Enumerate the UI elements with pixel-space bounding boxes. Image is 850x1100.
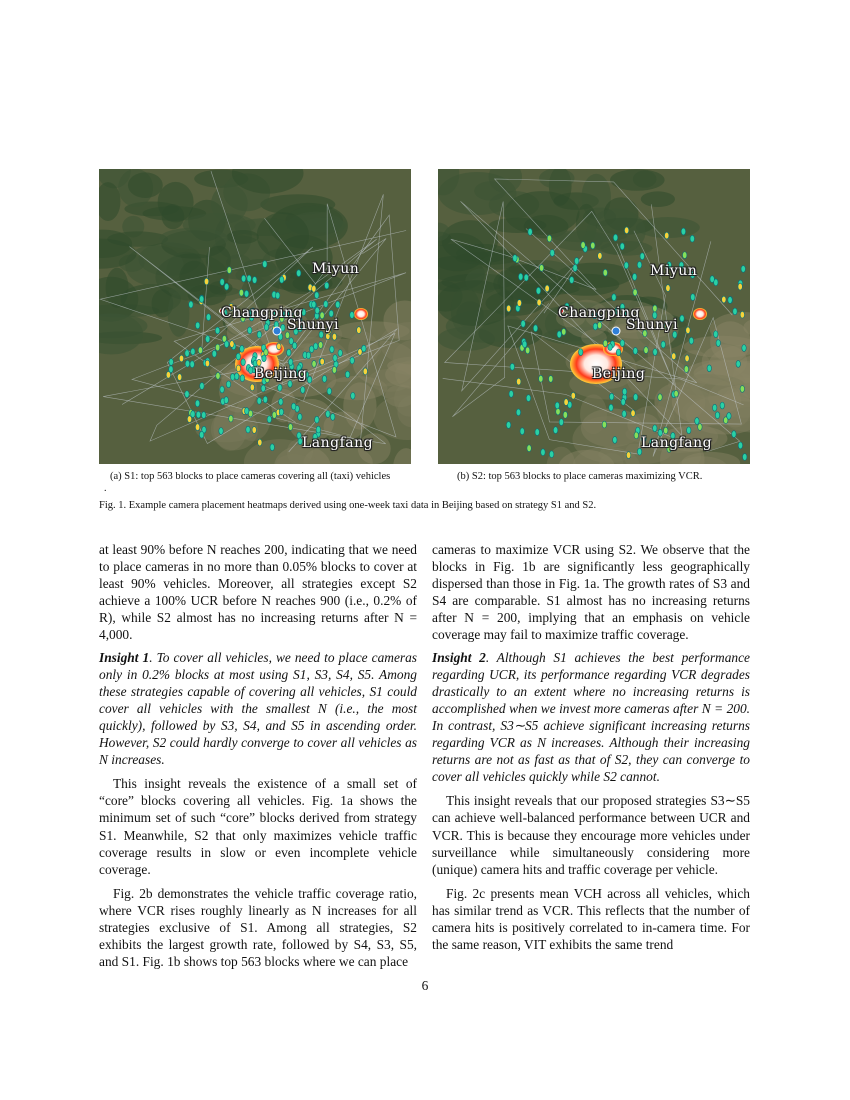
camera-block bbox=[557, 331, 561, 338]
camera-block bbox=[185, 350, 189, 357]
camera-block bbox=[685, 355, 689, 362]
camera-block bbox=[653, 425, 657, 432]
camera-block bbox=[252, 427, 256, 434]
camera-block bbox=[665, 232, 669, 239]
map-label-changping: Changping bbox=[558, 305, 640, 321]
camera-block bbox=[275, 292, 279, 299]
camera-block bbox=[215, 344, 219, 351]
camera-block bbox=[279, 409, 283, 416]
camera-block bbox=[687, 427, 691, 434]
camera-block bbox=[312, 301, 316, 308]
camera-block bbox=[229, 415, 233, 422]
camera-block bbox=[330, 346, 334, 353]
camera-block bbox=[200, 383, 204, 390]
camera-block bbox=[533, 325, 537, 332]
camera-block bbox=[241, 359, 245, 366]
camera-block bbox=[185, 391, 189, 398]
paragraph: at least 90% before N reaches 200, indicating that we need to place cameras in no more than 0.05% blocks to cover at least 90% vehicles. Moreover, all strategies except S2 achieve a 100% UCR before N reaches 900 (i.e., 0.2% of R), while S2 almost has no increasing returns after N = 4,000. bbox=[99, 542, 417, 643]
camera-block bbox=[569, 277, 573, 284]
camera-block bbox=[322, 375, 326, 382]
camera-block bbox=[550, 250, 554, 257]
camera-block bbox=[620, 243, 624, 250]
camera-block bbox=[277, 343, 281, 350]
terrain-mountain bbox=[302, 217, 347, 232]
camera-block bbox=[633, 348, 637, 355]
camera-block bbox=[196, 411, 200, 418]
camera-block bbox=[177, 374, 181, 381]
camera-block bbox=[509, 391, 513, 398]
map-label-beijing: Beijing bbox=[254, 366, 308, 382]
terrain-plain bbox=[648, 333, 673, 374]
camera-block bbox=[195, 424, 199, 431]
map-label-langfang: Langfang bbox=[641, 435, 713, 451]
camera-block bbox=[682, 252, 686, 259]
camera-block bbox=[563, 411, 567, 418]
camera-block bbox=[624, 227, 628, 234]
camera-block bbox=[241, 275, 245, 282]
camera-block bbox=[332, 333, 336, 340]
camera-block bbox=[562, 328, 566, 335]
camera-block bbox=[219, 428, 223, 435]
camera-block bbox=[653, 305, 657, 312]
camera-block bbox=[301, 387, 305, 394]
camera-block bbox=[707, 365, 711, 372]
insight-1 bbox=[99, 649, 417, 769]
camera-block bbox=[215, 327, 219, 334]
terrain-mountain bbox=[257, 212, 309, 258]
camera-block bbox=[312, 360, 316, 367]
map-label-miyun: Miyun bbox=[650, 263, 698, 279]
camera-block bbox=[527, 445, 531, 452]
camera-block bbox=[613, 437, 617, 444]
camera-block bbox=[738, 283, 742, 290]
camera-block bbox=[622, 388, 626, 395]
heatmap-s2-image bbox=[438, 169, 750, 464]
camera-block bbox=[309, 346, 313, 353]
camera-block bbox=[198, 347, 202, 354]
camera-block bbox=[574, 258, 578, 265]
camera-block bbox=[634, 432, 638, 439]
camera-block bbox=[307, 376, 311, 383]
camera-block bbox=[680, 315, 684, 322]
insight-1-title: Insight 1 bbox=[99, 649, 150, 665]
camera-block bbox=[315, 292, 319, 299]
paragraph: cameras to maximize VCR using S2. We observe that the blocks in Fig. 1b are significantly less geographically dispersed than those in Fig. 1a. The growth rates of S3 and S4 are comparable. S1 almost has no increasing returns after N = 200, implying that an emphasis on vehicle coverage may fail to maximize traffic coverage. bbox=[432, 542, 750, 643]
camera-block bbox=[521, 320, 525, 327]
camera-block bbox=[674, 390, 678, 397]
camera-block bbox=[331, 414, 335, 421]
camera-block bbox=[597, 322, 601, 329]
figure-caption: Fig. 1. Example camera placement heatmaps derived using one-week taxi data in Beijing based on strategy S1 and S2. bbox=[99, 500, 597, 511]
camera-block bbox=[564, 399, 568, 406]
camera-block bbox=[559, 419, 563, 426]
camera-block bbox=[742, 345, 746, 352]
camera-block bbox=[506, 305, 510, 312]
camera-block bbox=[351, 392, 355, 399]
camera-block bbox=[644, 347, 648, 354]
camera-block bbox=[230, 374, 234, 381]
camera-block bbox=[506, 422, 510, 429]
camera-block bbox=[522, 341, 526, 348]
paragraph: Fig. 2c presents mean VCH across all vehicles, which has similar trend as VCR. This reflects that the number of camera hits is positively correlated to in-camera time. For the same reason, VIT exhibits the same trend bbox=[432, 885, 750, 953]
left-column bbox=[99, 541, 417, 970]
camera-block bbox=[528, 228, 532, 235]
terrain-mountain bbox=[211, 184, 248, 222]
map-label-shunyi: Shunyi bbox=[626, 317, 679, 333]
camera-block bbox=[247, 275, 251, 282]
insight-2-title: Insight 2 bbox=[432, 649, 486, 665]
camera-block bbox=[571, 392, 575, 399]
camera-block bbox=[690, 235, 694, 242]
camera-block bbox=[263, 261, 267, 268]
camera-block bbox=[240, 345, 244, 352]
camera-block bbox=[728, 297, 732, 304]
camera-block bbox=[335, 301, 339, 308]
camera-block bbox=[327, 388, 331, 395]
camera-block bbox=[733, 308, 737, 315]
camera-block bbox=[616, 349, 620, 356]
camera-block bbox=[736, 361, 740, 368]
camera-block bbox=[227, 267, 231, 274]
camera-block bbox=[326, 411, 330, 418]
camera-block bbox=[357, 327, 361, 334]
camera-block bbox=[621, 398, 625, 405]
camera-block bbox=[516, 378, 520, 385]
camera-block bbox=[325, 282, 329, 289]
camera-block bbox=[350, 357, 354, 364]
camera-block bbox=[715, 412, 719, 419]
camera-block bbox=[661, 341, 665, 348]
paragraph: This insight reveals the existence of a small set of “core” blocks covering all vehicles. Fig. 1a shows the minimum set of such “core” blocks derived from strategy S1. Meanwhile, S2 that only maximizes vehicle traffic coverage results in slow or even incomplete vehicle coverage. bbox=[99, 776, 417, 877]
camera-block bbox=[633, 394, 637, 401]
camera-block bbox=[270, 444, 274, 451]
camera-block bbox=[743, 454, 747, 461]
camera-block bbox=[510, 363, 514, 370]
camera-block bbox=[329, 310, 333, 317]
camera-block bbox=[246, 426, 250, 433]
camera-block bbox=[720, 402, 724, 409]
camera-block bbox=[332, 366, 336, 373]
camera-block bbox=[248, 367, 252, 374]
camera-block bbox=[740, 386, 744, 393]
camera-block bbox=[220, 386, 224, 393]
camera-block bbox=[686, 327, 690, 334]
camera-block bbox=[230, 341, 234, 348]
camera-block bbox=[518, 273, 522, 280]
camera-block bbox=[267, 416, 271, 423]
camera-block bbox=[608, 344, 612, 351]
camera-block bbox=[191, 411, 195, 418]
camera-block bbox=[681, 228, 685, 235]
camera-block bbox=[252, 277, 256, 284]
camera-block bbox=[250, 384, 254, 391]
camera-block bbox=[261, 385, 265, 392]
right-column bbox=[432, 541, 750, 953]
camera-block bbox=[526, 395, 530, 402]
camera-block bbox=[179, 355, 183, 362]
camera-block bbox=[714, 331, 718, 338]
terrain-mountain bbox=[128, 172, 163, 198]
camera-block bbox=[262, 355, 266, 362]
camera-block bbox=[539, 375, 543, 382]
camera-block bbox=[716, 340, 720, 347]
insight-1-text: . To cover all vehicles, we need to place cameras only in 0.2% blocks at most using S1, S3, S4, S5. Among these strategies capable of covering all vehicles, S1 could cover all vehicles with the smallest N (i.e., the most quickly), followed by S3, S4, and S5 in ascending order. However, S2 could hardly converge to cover all vehicles as N increases. bbox=[99, 649, 417, 768]
camera-block bbox=[296, 270, 300, 277]
terrain-mountain bbox=[539, 169, 574, 189]
terrain-mountain bbox=[504, 191, 579, 235]
camera-block bbox=[298, 413, 302, 420]
camera-block bbox=[224, 397, 228, 404]
camera-block bbox=[598, 253, 602, 260]
camera-block bbox=[195, 322, 199, 329]
camera-block bbox=[224, 341, 228, 348]
camera-block bbox=[609, 393, 613, 400]
camera-block bbox=[555, 402, 559, 409]
airport-marker bbox=[273, 327, 281, 335]
camera-block bbox=[691, 294, 695, 301]
camera-block bbox=[216, 372, 220, 379]
camera-block bbox=[306, 352, 310, 359]
hotspot bbox=[354, 308, 368, 320]
camera-block bbox=[212, 350, 216, 357]
camera-block bbox=[536, 287, 540, 294]
camera-block bbox=[289, 338, 293, 345]
camera-block bbox=[603, 269, 607, 276]
camera-block bbox=[205, 336, 209, 343]
camera-block bbox=[278, 384, 282, 391]
terrain-mountain bbox=[168, 291, 190, 337]
camera-block bbox=[324, 301, 328, 308]
map-label-shunyi: Shunyi bbox=[287, 317, 340, 333]
camera-block bbox=[318, 342, 322, 349]
camera-block bbox=[315, 416, 319, 423]
camera-block bbox=[612, 294, 616, 301]
camera-block bbox=[602, 421, 606, 428]
camera-block bbox=[190, 361, 194, 368]
camera-block bbox=[291, 403, 295, 410]
camera-block bbox=[350, 312, 354, 319]
page-number: 6 bbox=[421, 978, 429, 993]
camera-block bbox=[727, 413, 731, 420]
camera-block bbox=[236, 365, 240, 372]
paragraph: Fig. 2b demonstrates the vehicle traffic coverage ratio, where VCR rises roughly linearly as N increases for all strategies exclusive of S1. Among all strategies, S2 exhibits the largest growth rate, followed by S4, S3, S5, and S1. Fig. 1b shows top 563 blocks where we can place bbox=[99, 885, 417, 970]
camera-block bbox=[220, 279, 224, 286]
camera-block bbox=[288, 359, 292, 366]
camera-block bbox=[199, 296, 203, 303]
camera-block bbox=[363, 368, 367, 375]
subcaption-b: (b) S2: top 563 blocks to place cameras maximizing VCR. bbox=[457, 471, 703, 482]
camera-block bbox=[553, 427, 557, 434]
camera-block bbox=[240, 375, 244, 382]
camera-block bbox=[535, 429, 539, 436]
camera-block bbox=[666, 285, 670, 292]
camera-block bbox=[288, 424, 292, 431]
camera-block bbox=[257, 331, 261, 338]
camera-block bbox=[695, 418, 699, 425]
camera-block bbox=[537, 299, 541, 306]
camera-block bbox=[591, 242, 595, 249]
terrain-mountain bbox=[641, 191, 675, 207]
camera-block bbox=[191, 348, 195, 355]
camera-block bbox=[320, 358, 324, 365]
insight-2 bbox=[432, 649, 750, 786]
camera-block bbox=[672, 353, 676, 360]
camera-block bbox=[710, 276, 714, 283]
map-label-langfang: Langfang bbox=[302, 435, 374, 451]
camera-block bbox=[524, 274, 528, 281]
camera-block bbox=[257, 397, 261, 404]
camera-block bbox=[226, 381, 230, 388]
camera-block bbox=[658, 394, 662, 401]
camera-block bbox=[684, 366, 688, 373]
camera-block bbox=[741, 266, 745, 273]
camera-block bbox=[556, 408, 560, 415]
camera-block bbox=[236, 353, 240, 360]
camera-block bbox=[263, 396, 267, 403]
camera-block bbox=[698, 424, 702, 431]
camera-block bbox=[549, 376, 553, 383]
camera-block bbox=[613, 234, 617, 241]
camera-block bbox=[581, 242, 585, 249]
camera-block bbox=[653, 349, 657, 356]
camera-block bbox=[732, 431, 736, 438]
camera-block bbox=[195, 400, 199, 407]
hotspot bbox=[693, 308, 707, 320]
camera-block bbox=[189, 301, 193, 308]
map-label-miyun: Miyun bbox=[312, 261, 360, 277]
camera-block bbox=[185, 360, 189, 367]
camera-block bbox=[206, 314, 210, 321]
camera-block bbox=[545, 285, 549, 292]
camera-block bbox=[287, 349, 291, 356]
camera-block bbox=[622, 410, 626, 417]
camera-block bbox=[166, 371, 170, 378]
camera-block bbox=[272, 412, 276, 419]
camera-block bbox=[312, 285, 316, 292]
camera-block bbox=[549, 451, 553, 458]
camera-block bbox=[247, 327, 251, 334]
camera-block bbox=[664, 427, 668, 434]
camera-block bbox=[579, 349, 583, 356]
camera-block bbox=[199, 431, 203, 438]
camera-block bbox=[279, 398, 283, 405]
camera-block bbox=[513, 255, 517, 262]
heatmap-s1-image bbox=[99, 169, 411, 464]
camera-block bbox=[640, 253, 644, 260]
camera-block bbox=[603, 340, 607, 347]
camera-block bbox=[239, 289, 243, 296]
camera-block bbox=[626, 452, 630, 459]
camera-block bbox=[689, 337, 693, 344]
camera-block bbox=[740, 311, 744, 318]
camera-block bbox=[517, 300, 521, 307]
terrain-mountain bbox=[107, 231, 168, 246]
camera-block bbox=[264, 349, 268, 356]
camera-block bbox=[316, 426, 320, 433]
camera-block bbox=[204, 278, 208, 285]
camera-block bbox=[722, 296, 726, 303]
camera-block bbox=[244, 408, 248, 415]
camera-block bbox=[633, 289, 637, 296]
map-label-beijing: Beijing bbox=[592, 366, 646, 382]
camera-block bbox=[280, 276, 284, 283]
camera-block bbox=[362, 345, 366, 352]
camera-block bbox=[573, 265, 577, 272]
terrain-mountain bbox=[162, 204, 185, 229]
camera-block bbox=[205, 360, 209, 367]
subcaption-a-dot: . bbox=[104, 483, 107, 494]
camera-block bbox=[315, 307, 319, 314]
camera-block bbox=[738, 442, 742, 449]
camera-block bbox=[258, 439, 262, 446]
airport-marker bbox=[612, 327, 620, 335]
camera-block bbox=[620, 340, 624, 347]
camera-block bbox=[609, 404, 613, 411]
camera-block bbox=[520, 428, 524, 435]
camera-block bbox=[541, 449, 545, 456]
camera-block bbox=[539, 265, 543, 272]
camera-block bbox=[637, 261, 641, 268]
camera-block bbox=[202, 412, 206, 419]
camera-block bbox=[632, 273, 636, 280]
camera-block bbox=[712, 404, 716, 411]
map-label-changping: Changping bbox=[221, 305, 303, 321]
camera-block bbox=[169, 359, 173, 366]
camera-block bbox=[516, 409, 520, 416]
camera-block bbox=[224, 283, 228, 290]
paragraph: This insight reveals that our proposed strategies S3∼S5 can achieve well-balanced performance between UCR and VCR. This is because they encourage more vehicles under surveillance while simultaneously considering more (unique) camera hits and traffic coverage per vehicle. bbox=[432, 793, 750, 877]
insight-2-text: . Although S1 achieves the best performance regarding UCR, its performance regarding VCR degrades drastically to an extent where no increasing returns is accomplished when we invest more cameras after N = 200. In contrast, S3∼S5 achieve significant increasing returns regarding VCR as N increases. Although their increasing returns are not as fast as that of S2, they can converge to cover all vehicles quickly while S2 cannot. bbox=[432, 649, 750, 785]
camera-block bbox=[338, 350, 342, 357]
camera-block bbox=[244, 290, 248, 297]
camera-block bbox=[547, 235, 551, 242]
camera-block bbox=[525, 347, 529, 354]
subcaption-a: (a) S1: top 563 blocks to place cameras covering all (taxi) vehicles bbox=[110, 471, 391, 482]
camera-block bbox=[264, 324, 268, 331]
camera-block bbox=[593, 323, 597, 330]
camera-block bbox=[313, 343, 317, 350]
camera-block bbox=[333, 355, 337, 362]
camera-block bbox=[345, 371, 349, 378]
camera-block bbox=[624, 262, 628, 269]
camera-block bbox=[631, 410, 635, 417]
